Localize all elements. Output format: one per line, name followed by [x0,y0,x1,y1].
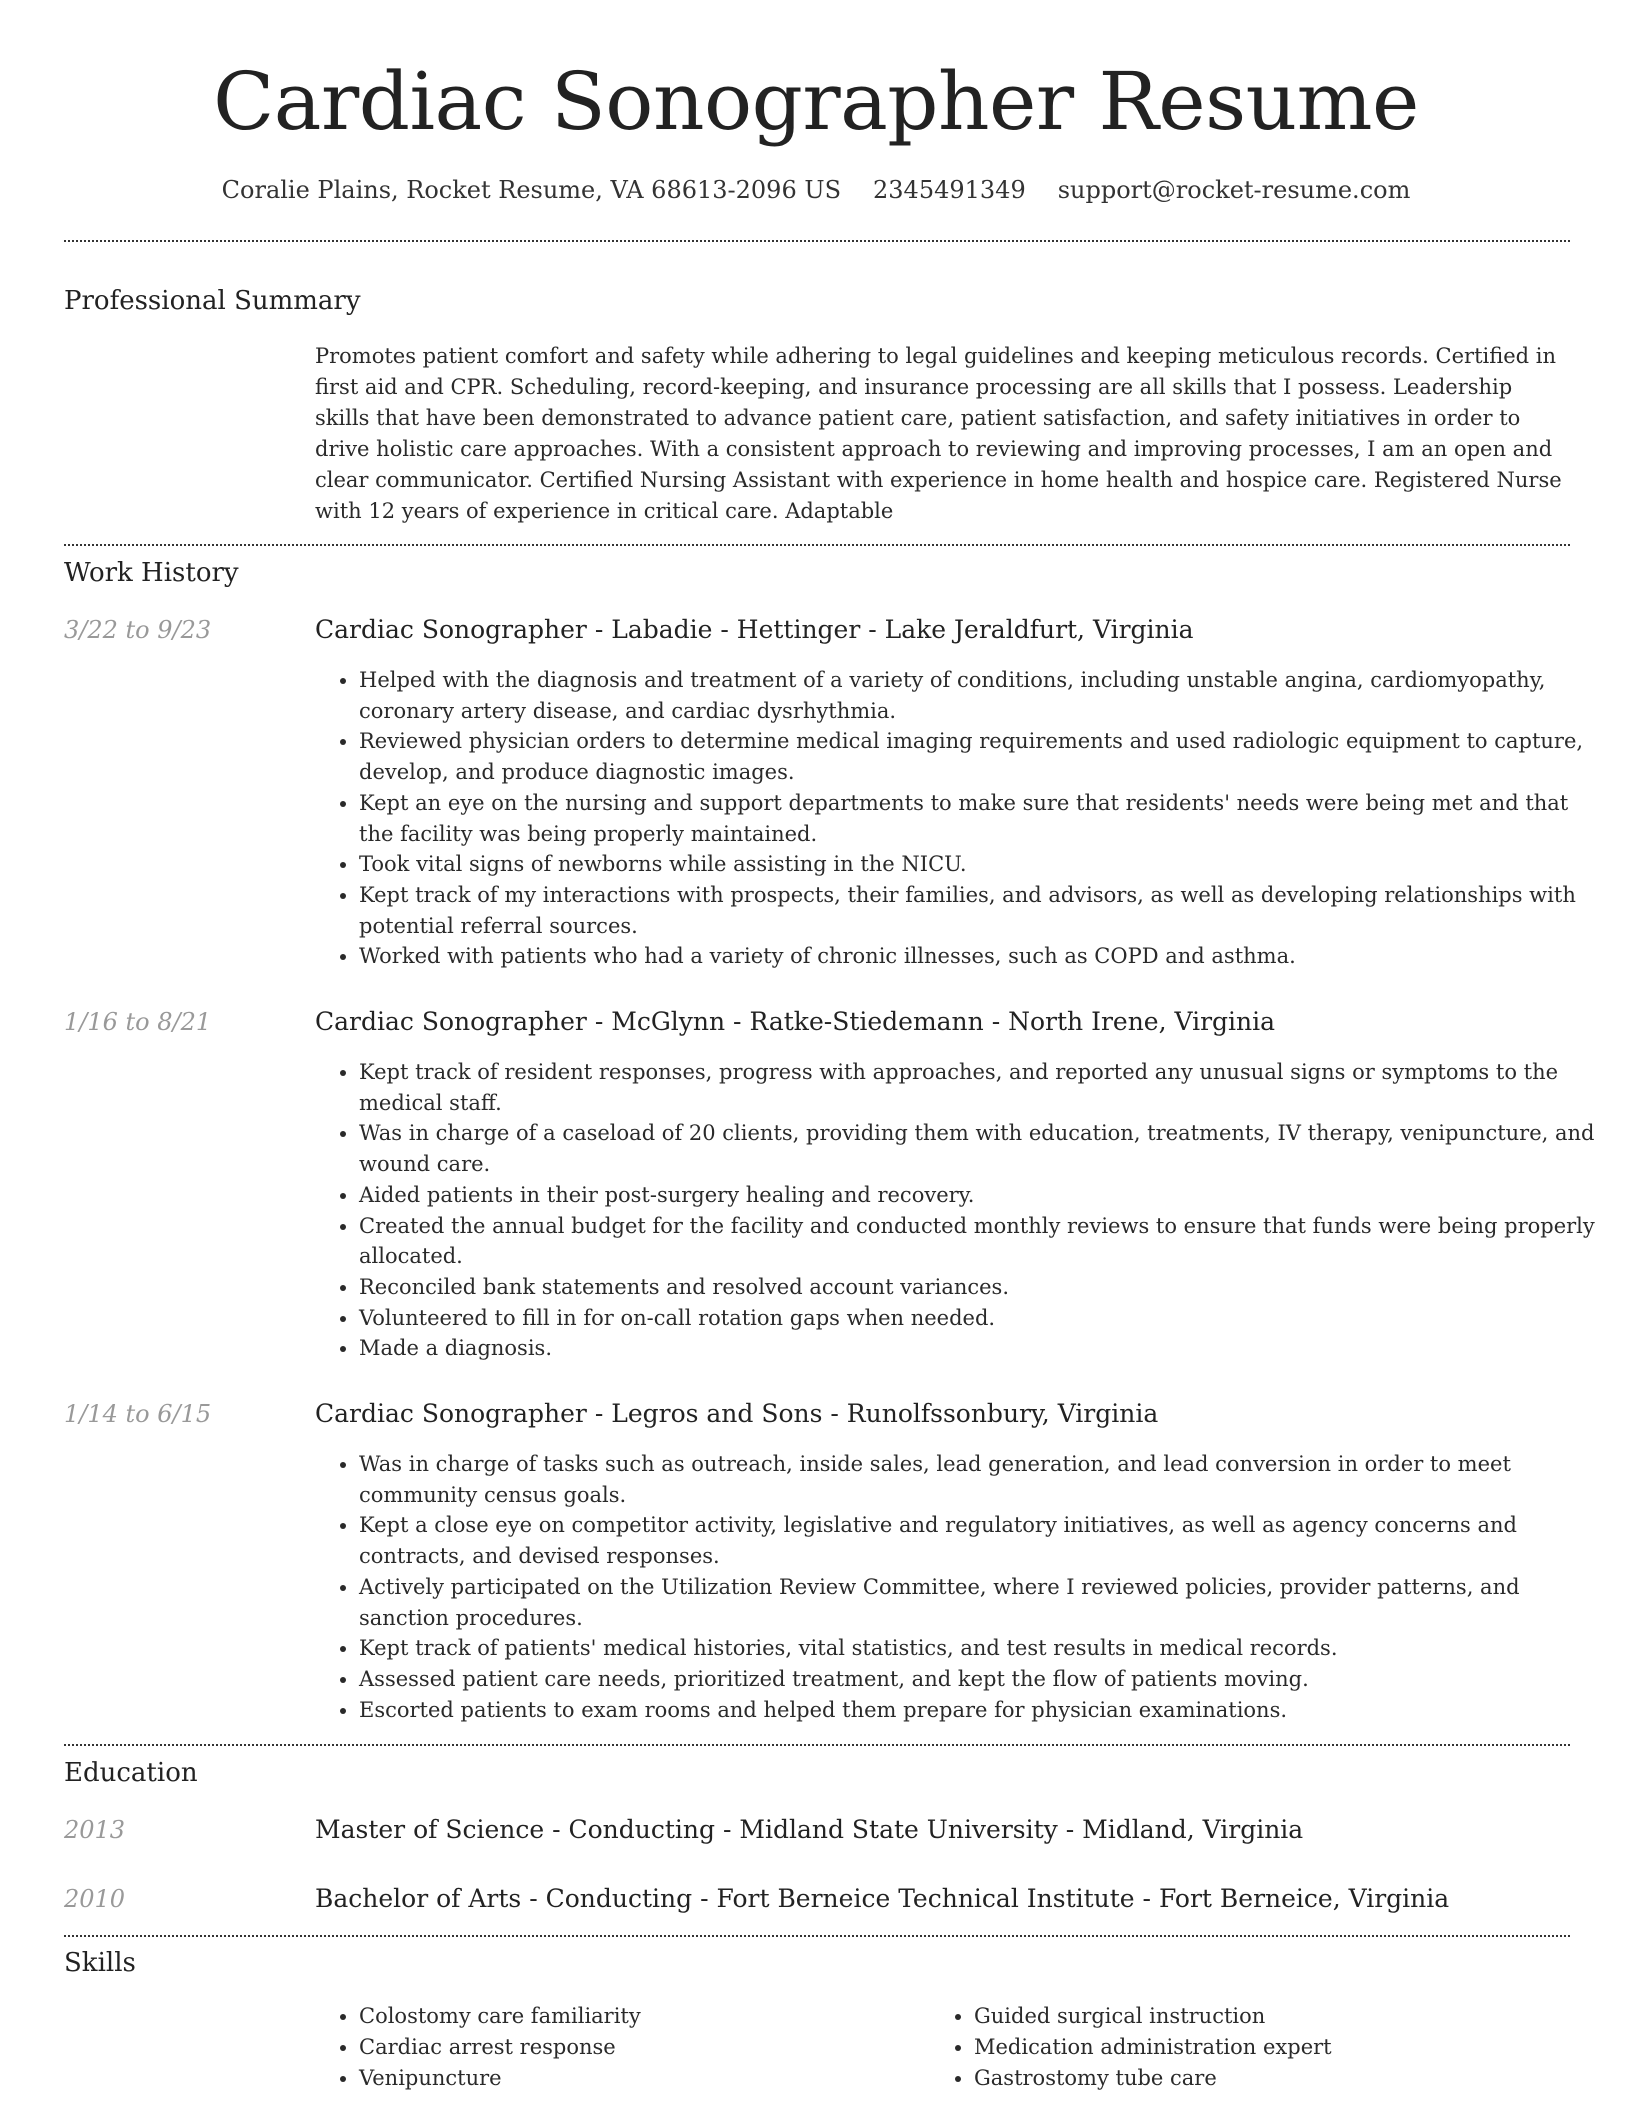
job-bullets [315,665,1609,972]
education-title: Master of Science - Conducting - Midland State University - Midland, Virginia [315,1815,1304,1844]
list-item: • Kept track of resident responses, progress with approaches, and reported any unusual signs or symptoms to the medical staff. [359,1057,1609,1118]
list-item: • Actively participated on the Utilization Review Committee, where I reviewed policies, provider patterns, and sanction procedures. [359,1572,1609,1633]
job-title: Cardiac Sonographer - Labadie - Hettinger - Lake Jeraldfurt, Virginia [315,615,1194,644]
list-item: • Reviewed physician orders to determine medical imaging requirements and used radiologic equipment to capture, develop, and produce diagnostic images. [359,726,1609,787]
list-item: • Helped with the diagnosis and treatment of a variety of conditions, including unstable angina, cardiomyopathy, coronary artery disease, and cardiac dysrhythmia. [359,665,1609,726]
skills-list-right [930,2001,1574,2094]
list-item: • Reconciled bank statements and resolved account variances. [359,1272,1609,1303]
education-title: Bachelor of Arts - Conducting - Fort Berneice Technical Institute - Fort Berneice, Virginia [315,1884,1450,1913]
job-title: Cardiac Sonographer - McGlynn - Ratke-Stiedemann - North Irene, Virginia [315,1007,1276,1036]
job-dates: 1/14 to 6/15 [64,1400,212,1428]
skills-list-left [315,2001,919,2094]
skill-item: • Medication administration expert [974,2032,1574,2063]
contact-phone: 2345491349 [873,176,1026,204]
skill-item: • Gastrostomy tube care [974,2063,1574,2094]
skill-item: • Cardiac arrest response [359,2032,919,2063]
list-item: • Worked with patients who had a variety of chronic illnesses, such as COPD and asthma. [359,941,1609,972]
section-divider [64,544,1570,546]
summary-text: Promotes patient comfort and safety while adhering to legal guidelines and keeping meticulous records. Certified in first aid and CPR. Scheduling, record-keeping, and insurance processing are all skills that I possess. Leadership skills that have been demonstrated to advance patient care, patient satisfaction, and safety initiatives in order to drive holistic care approaches. With a consistent approach to reviewing and improving processes, I am an open and clear communicator. Certified Nursing Assistant with experience in home health and hospice care. Registered Nurse with 12 years of experience in critical care. Adaptable [315,344,1562,523]
skill-item: • Guided surgical instruction [974,2001,1574,2032]
list-item: • Was in charge of a caseload of 20 clients, providing them with education, treatments, IV therapy, venipuncture, and wound care. [359,1118,1609,1179]
list-item: • Aided patients in their post-surgery healing and recovery. [359,1180,1609,1211]
list-item: • Kept track of my interactions with prospects, their families, and advisors, as well as developing relationships with potential referral sources. [359,880,1609,941]
work-history-heading: Work History [64,558,239,588]
education-year: 2013 [64,1816,126,1844]
list-item: • Kept track of patients' medical histories, vital statistics, and test results in medical records. [359,1633,1609,1664]
list-item: • Took vital signs of newborns while assisting in the NICU. [359,849,1609,880]
education-year: 2010 [64,1885,126,1913]
list-item: • Kept an eye on the nursing and support departments to make sure that residents' needs were being met and that the facility was being properly maintained. [359,788,1609,849]
skills-heading: Skills [64,1948,136,1978]
list-item: • Escorted patients to exam rooms and helped them prepare for physician examinations. [359,1695,1609,1726]
section-divider [64,1744,1570,1746]
skill-item: • Colostomy care familiarity [359,2001,919,2032]
list-item: • Was in charge of tasks such as outreach, inside sales, lead generation, and lead conversion in order to meet community census goals. [359,1449,1609,1510]
list-item: • Made a diagnosis. [359,1333,1609,1364]
contact-line [0,170,1632,210]
list-item: • Assessed patient care needs, prioritized treatment, and kept the flow of patients moving. [359,1664,1609,1695]
job-bullets [315,1449,1609,1725]
list-item: • Created the annual budget for the facility and conducted monthly reviews to ensure that funds were being properly allocated. [359,1211,1609,1272]
contact-address: Coralie Plains, Rocket Resume, VA 68613-2096 US [221,176,842,204]
education-heading: Education [64,1758,198,1788]
job-bullets [315,1057,1609,1364]
list-item: • Volunteered to fill in for on-call rotation gaps when needed. [359,1303,1609,1334]
page-title: Cardiac Sonographer Resume [213,55,1419,148]
skill-item: • Venipuncture [359,2063,919,2094]
section-divider [64,240,1570,242]
list-item: • Kept a close eye on competitor activity, legislative and regulatory initiatives, as well as agency concerns and contracts, and devised responses. [359,1510,1609,1571]
section-divider [64,1935,1570,1937]
job-dates: 1/16 to 8/21 [64,1008,212,1036]
job-dates: 3/22 to 9/23 [64,616,212,644]
job-title: Cardiac Sonographer - Legros and Sons - Runolfssonbury, Virginia [315,1399,1159,1428]
contact-email: support@rocket-resume.com [1057,176,1411,204]
summary-heading: Professional Summary [64,286,361,316]
